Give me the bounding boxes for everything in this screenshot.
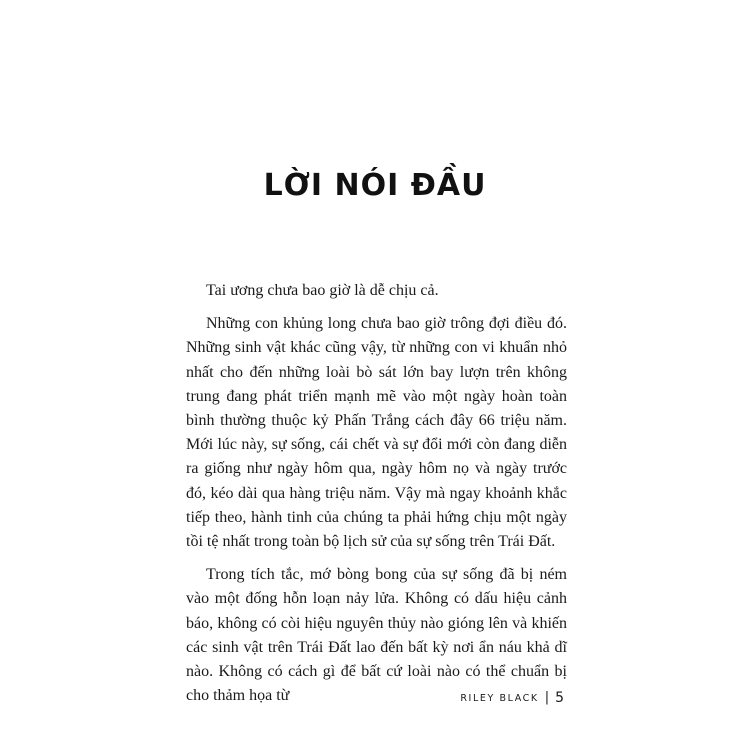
footer-separator: | xyxy=(544,689,550,705)
paragraph-3: Trong tích tắc, mớ bòng bong của sự sống đã bị ném vào một đống hỗn loạn nảy lửa. Không có dấu hiệu cảnh báo, không có còi hiệu nguyên thủy nào gióng lên và khiến các sinh vật trên Trái Đất lao đến bất kỳ nơi ẩn náu khả dĩ nào. Không có cách gì để bất cứ loài nào có thể chuẩn bị cho thảm họa từ xyxy=(186,566,567,705)
paragraph-1: Tai ương chưa bao giờ là dễ chịu cả. xyxy=(206,282,439,299)
page-footer xyxy=(460,690,564,706)
running-footer-author: RILEY BLACK xyxy=(460,692,539,704)
body-text xyxy=(186,279,567,717)
chapter-title: LỜI NÓI ĐẦU xyxy=(263,168,487,203)
paragraph-2: Những con khủng long chưa bao giờ trông đợi điều đó. Những sinh vật khác cũng vậy, từ những con vi khuẩn nhỏ nhất cho đến những loài bò sát lớn bay lượn trên không trung đang phát triển mạnh mẽ vào một ngày hoàn toàn bình thường thuộc kỷ Phấn Trắng cách đây 66 triệu năm. Mới lúc này, sự sống, cái chết và sự đổi mới còn đang diễn ra giống như ngày hôm qua, ngày hôm nọ và ngày trước đó, kéo dài qua hàng triệu năm. Vậy mà ngay khoảnh khắc tiếp theo, hành tinh của chúng ta phải hứng chịu một ngày tồi tệ nhất trong toàn bộ lịch sử của sự sống trên Trái Đất. xyxy=(186,315,567,551)
page-number: 5 xyxy=(555,690,564,706)
